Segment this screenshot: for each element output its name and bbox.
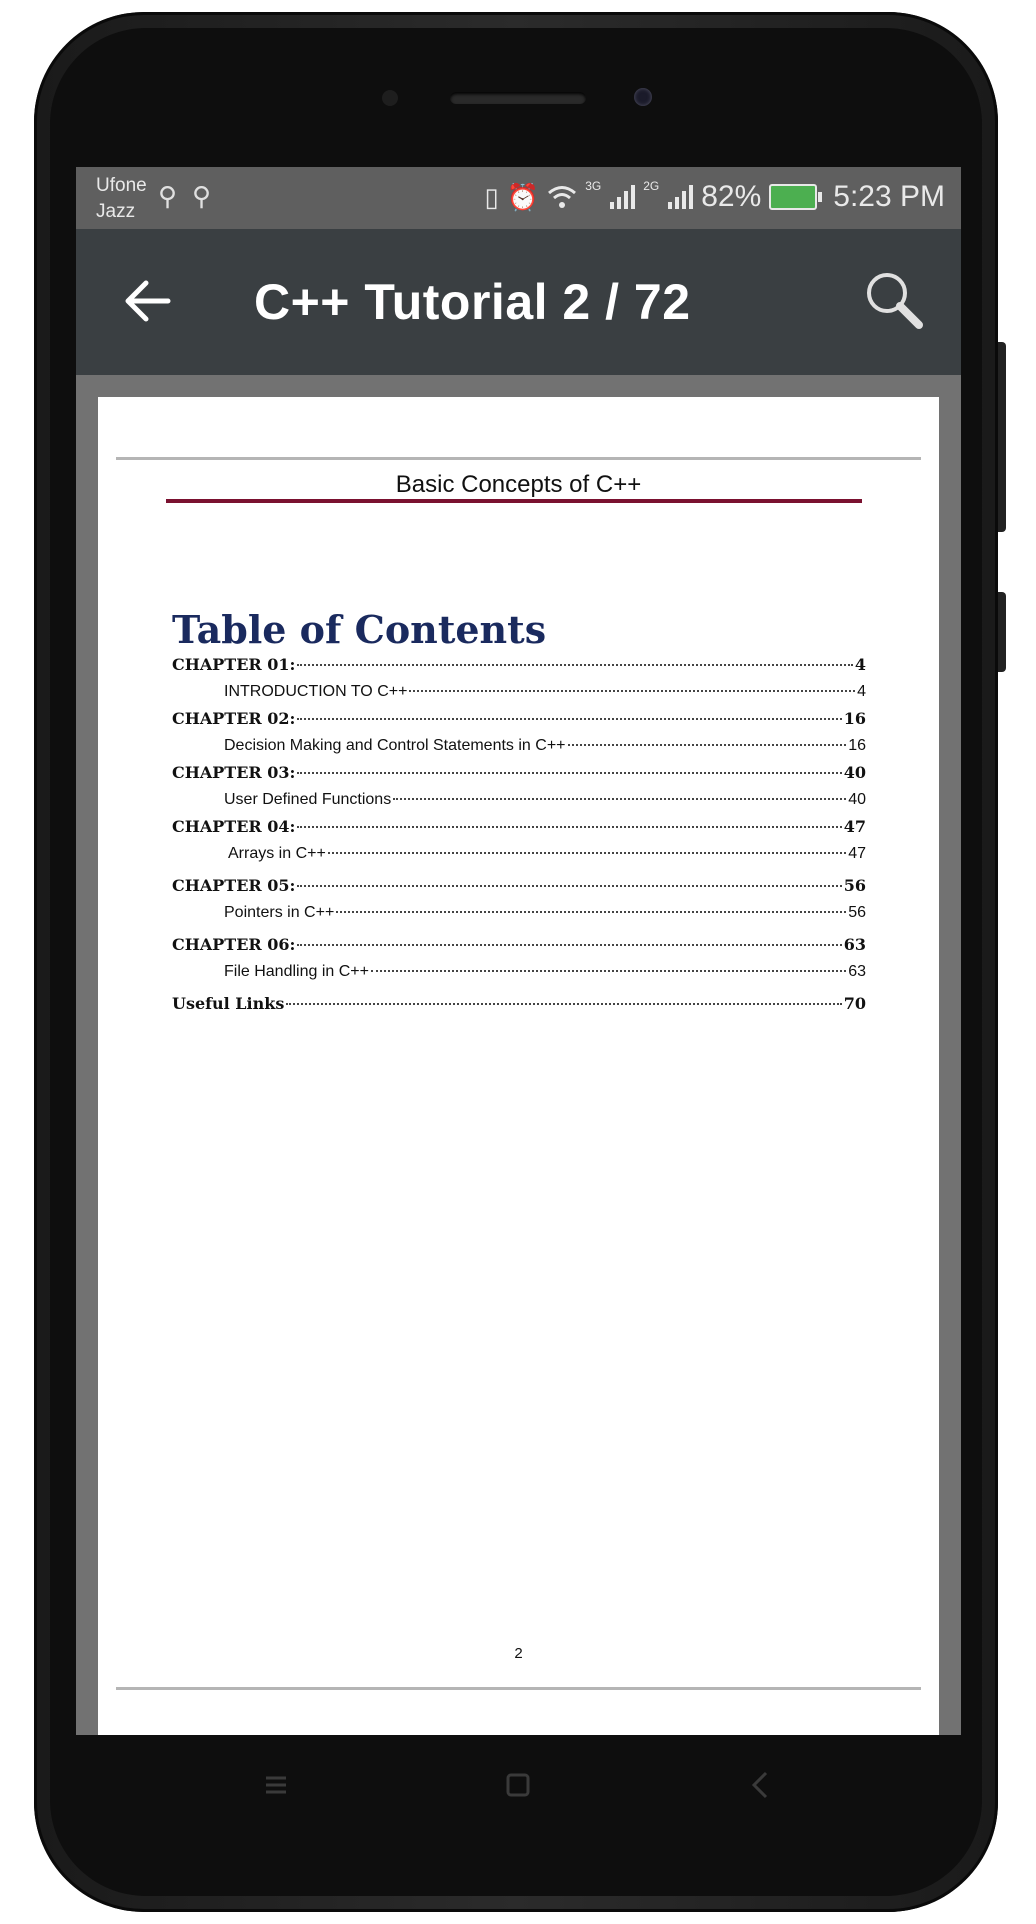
page-top-rule [116, 457, 921, 460]
toc-leader [297, 772, 841, 774]
toc-label: File Handling in C++ [224, 963, 369, 980]
carrier-names [96, 173, 147, 225]
toc-row[interactable] [172, 683, 866, 701]
toc-row[interactable] [172, 763, 866, 782]
network-type-2g: 2G [643, 179, 660, 193]
toc-label: CHAPTER 01: [172, 655, 296, 674]
pdf-viewer[interactable] [76, 375, 961, 1735]
magnifier-icon[interactable] [861, 267, 925, 331]
toc-leader [393, 798, 846, 800]
toc-page: 40 [843, 763, 866, 782]
toc-leader [336, 911, 846, 913]
battery-icon [769, 184, 817, 210]
toc-leader [328, 852, 846, 854]
toc-row[interactable] [172, 994, 866, 1013]
toc-label: CHAPTER 05: [172, 876, 296, 895]
toc-label: Pointers in C++ [224, 904, 335, 921]
clock: 5:23 PM [833, 180, 945, 213]
toc-title: Table of Contents [172, 607, 547, 652]
toc-row[interactable] [172, 845, 866, 863]
toc-leader [297, 826, 841, 828]
toc-row[interactable] [172, 709, 866, 728]
toc-leader [371, 970, 846, 972]
toc-label: Arrays in C++ [228, 845, 326, 862]
toc-leader [297, 885, 841, 887]
wifi-icon [547, 184, 577, 210]
page-bottom-rule [116, 1687, 921, 1690]
toc-leader [409, 690, 855, 692]
status-bar [76, 167, 961, 229]
toc-label: CHAPTER 04: [172, 817, 296, 836]
front-camera [634, 88, 652, 106]
toc-leader [286, 1003, 841, 1005]
arrow-left-icon[interactable] [120, 273, 176, 329]
carrier-2: Jazz [96, 201, 136, 222]
proximity-sensor [382, 90, 398, 106]
toc-label: CHAPTER 03: [172, 763, 296, 782]
toc-page: 16 [843, 709, 866, 728]
toc-row[interactable] [172, 876, 866, 895]
earpiece-speaker [450, 92, 586, 104]
toc-page: 16 [848, 737, 866, 754]
running-header: Basic Concepts of C++ [395, 471, 642, 498]
screen [76, 167, 961, 1735]
vibrate-icon: ▯ [484, 181, 499, 212]
app-bar [76, 229, 961, 375]
alarm-icon: ⏰ [506, 181, 540, 212]
toc-page: 56 [843, 876, 866, 895]
toc-page: 40 [848, 791, 866, 808]
toc-row[interactable] [172, 817, 866, 836]
toc-label: CHAPTER 06: [172, 935, 296, 954]
toc-label: CHAPTER 02: [172, 709, 296, 728]
toc-page: 63 [848, 963, 866, 980]
toc-leader [297, 944, 841, 946]
navigation-bar [76, 1735, 961, 1835]
pdf-page [98, 397, 939, 1735]
toc-row[interactable] [172, 791, 866, 809]
status-icons [485, 177, 946, 217]
toc-leader [297, 718, 841, 720]
header-rule [166, 499, 862, 503]
signal-icon-2 [667, 184, 693, 210]
usb-debug-icon: ⚲ [192, 181, 212, 211]
toc-label: INTRODUCTION TO C++ [224, 683, 408, 700]
toc-page: 56 [848, 904, 866, 921]
back-icon[interactable] [740, 1765, 780, 1805]
usb-icon: ⚲ [158, 181, 178, 211]
network-type-3g: 3G [585, 179, 602, 193]
toc-leader [297, 664, 852, 666]
page-number: 2 [514, 1645, 523, 1662]
toc-leader [568, 744, 847, 746]
menu-icon[interactable] [256, 1765, 296, 1805]
toc-page: 4 [854, 655, 866, 674]
toc-page: 47 [843, 817, 866, 836]
toc-page: 63 [843, 935, 866, 954]
toc-row[interactable] [172, 963, 866, 981]
toc-row[interactable] [172, 904, 866, 922]
toc-row[interactable] [172, 737, 866, 755]
toc-page: 70 [843, 994, 866, 1013]
carrier-1: Ufone [96, 175, 147, 196]
battery-percent: 82% [701, 180, 762, 213]
toc-label: Useful Links [172, 994, 285, 1013]
toc-label: Decision Making and Control Statements in C++ [224, 737, 566, 754]
toc-row[interactable] [172, 935, 866, 954]
power-button [998, 592, 1006, 672]
page-title: C++ Tutorial 2 / 72 [254, 274, 691, 330]
toc-page: 47 [848, 845, 866, 862]
toc-page: 4 [857, 683, 866, 700]
volume-button [998, 342, 1006, 532]
signal-icon-1 [609, 184, 635, 210]
toc-label: User Defined Functions [224, 791, 392, 808]
home-icon[interactable] [498, 1765, 538, 1805]
toc-row[interactable] [172, 655, 866, 674]
